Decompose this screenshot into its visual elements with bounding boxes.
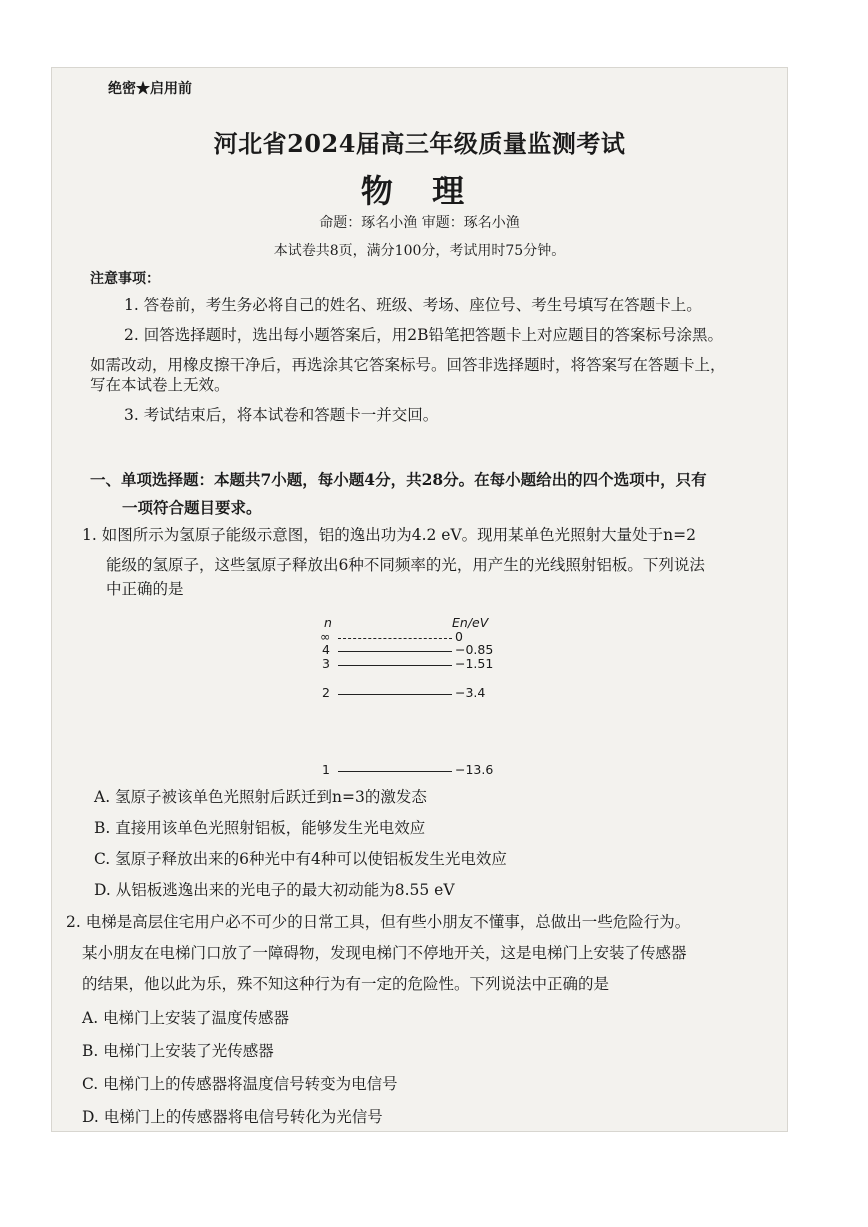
subject-title: 物 理 xyxy=(360,172,479,210)
energy-axis-label: En/eV xyxy=(452,615,489,630)
question-2-option-c: C. 电梯门上的传感器将温度信号转变为电信号 xyxy=(82,1075,398,1093)
n-axis-label: n xyxy=(324,615,332,630)
level-line xyxy=(338,638,452,639)
level-line xyxy=(338,771,452,772)
question-2-stem: 的结果，他以此为乐，殊不知这种行为有一定的危险性。下列说法中正确的是 xyxy=(82,975,610,993)
level-n-label: 3 xyxy=(322,656,330,671)
notice-heading: 注意事项： xyxy=(90,271,160,287)
level-energy: −1.51 xyxy=(455,656,494,671)
question-1-stem: 能级的氢原子，这些氢原子释放出6种不同频率的光，用产生的光线照射铝板。下列说法 xyxy=(106,556,705,574)
question-1-option-c: C. 氢原子释放出来的6种光中有4种可以使铝板发生光电效应 xyxy=(94,850,507,868)
question-2-option-d: D. 电梯门上的传感器将电信号转化为光信号 xyxy=(82,1108,383,1126)
question-1-stem: 1. 如图所示为氢原子能级示意图，铝的逸出功为4.2 eV。现用某单色光照射大量处于n=2 xyxy=(82,526,696,544)
question-1-stem: 中正确的是 xyxy=(106,580,184,598)
level-energy: −13.6 xyxy=(455,762,494,777)
question-2-stem: 2. 电梯是高层住宅用户必不可少的日常工具，但有些小朋友不懂事，总做出一些危险行为。 xyxy=(66,913,691,931)
level-line xyxy=(338,694,452,695)
level-energy: −0.85 xyxy=(455,642,494,657)
exam-info: 本试卷共8页，满分100分，考试用时75分钟。 xyxy=(273,243,566,259)
level-n-label: 2 xyxy=(322,685,330,700)
level-n-label: 1 xyxy=(322,762,330,777)
section-heading-cont: 一项符合题目要求。 xyxy=(122,498,262,517)
question-2-stem: 某小朋友在电梯门口放了一障碍物，发现电梯门不停地开关，这是电梯门上安装了传感器 xyxy=(82,944,687,962)
level-line xyxy=(338,665,452,666)
notice-item: 写在本试卷上无效。 xyxy=(90,376,230,394)
level-n-label: ∞ xyxy=(320,629,331,644)
question-1-option-b: B. 直接用该单色光照射铝板，能够发生光电效应 xyxy=(94,819,426,837)
level-line xyxy=(338,651,452,652)
notice-item: 如需改动，用橡皮擦干净后，再选涂其它答案标号。回答非选择题时，将答案写在答题卡上， xyxy=(90,356,726,374)
question-2-option-b: B. 电梯门上安装了光传感器 xyxy=(82,1042,274,1060)
level-energy: −3.4 xyxy=(455,685,486,700)
exam-page xyxy=(52,68,787,1131)
exam-title: 河北省2024届高三年级质量监测考试 xyxy=(213,129,626,158)
question-2-option-a: A. 电梯门上安装了温度传感器 xyxy=(82,1009,290,1027)
level-energy: 0 xyxy=(455,629,463,644)
notice-item: 2. 回答选择题时，选出每小题答案后，用2B铅笔把答题卡上对应题目的答案标号涂黑。 xyxy=(124,326,723,344)
secret-mark: 绝密★启用前 xyxy=(108,81,192,97)
section-heading: 一、单项选择题：本题共7小题，每小题4分，共28分。在每小题给出的四个选项中，只有 xyxy=(90,470,707,489)
authors-line: 命题：琢名小渔 审题：琢名小渔 xyxy=(319,215,520,231)
level-n-label: 4 xyxy=(322,642,330,657)
question-1-option-a: A. 氢原子被该单色光照射后跃迁到n=3的激发态 xyxy=(94,788,427,806)
notice-item: 3. 考试结束后，将本试卷和答题卡一并交回。 xyxy=(124,406,439,424)
question-1-option-d: D. 从铝板逃逸出来的光电子的最大初动能为8.55 eV xyxy=(94,881,455,899)
notice-item: 1. 答卷前，考生务必将自己的姓名、班级、考场、座位号、考生号填写在答题卡上。 xyxy=(124,296,702,314)
